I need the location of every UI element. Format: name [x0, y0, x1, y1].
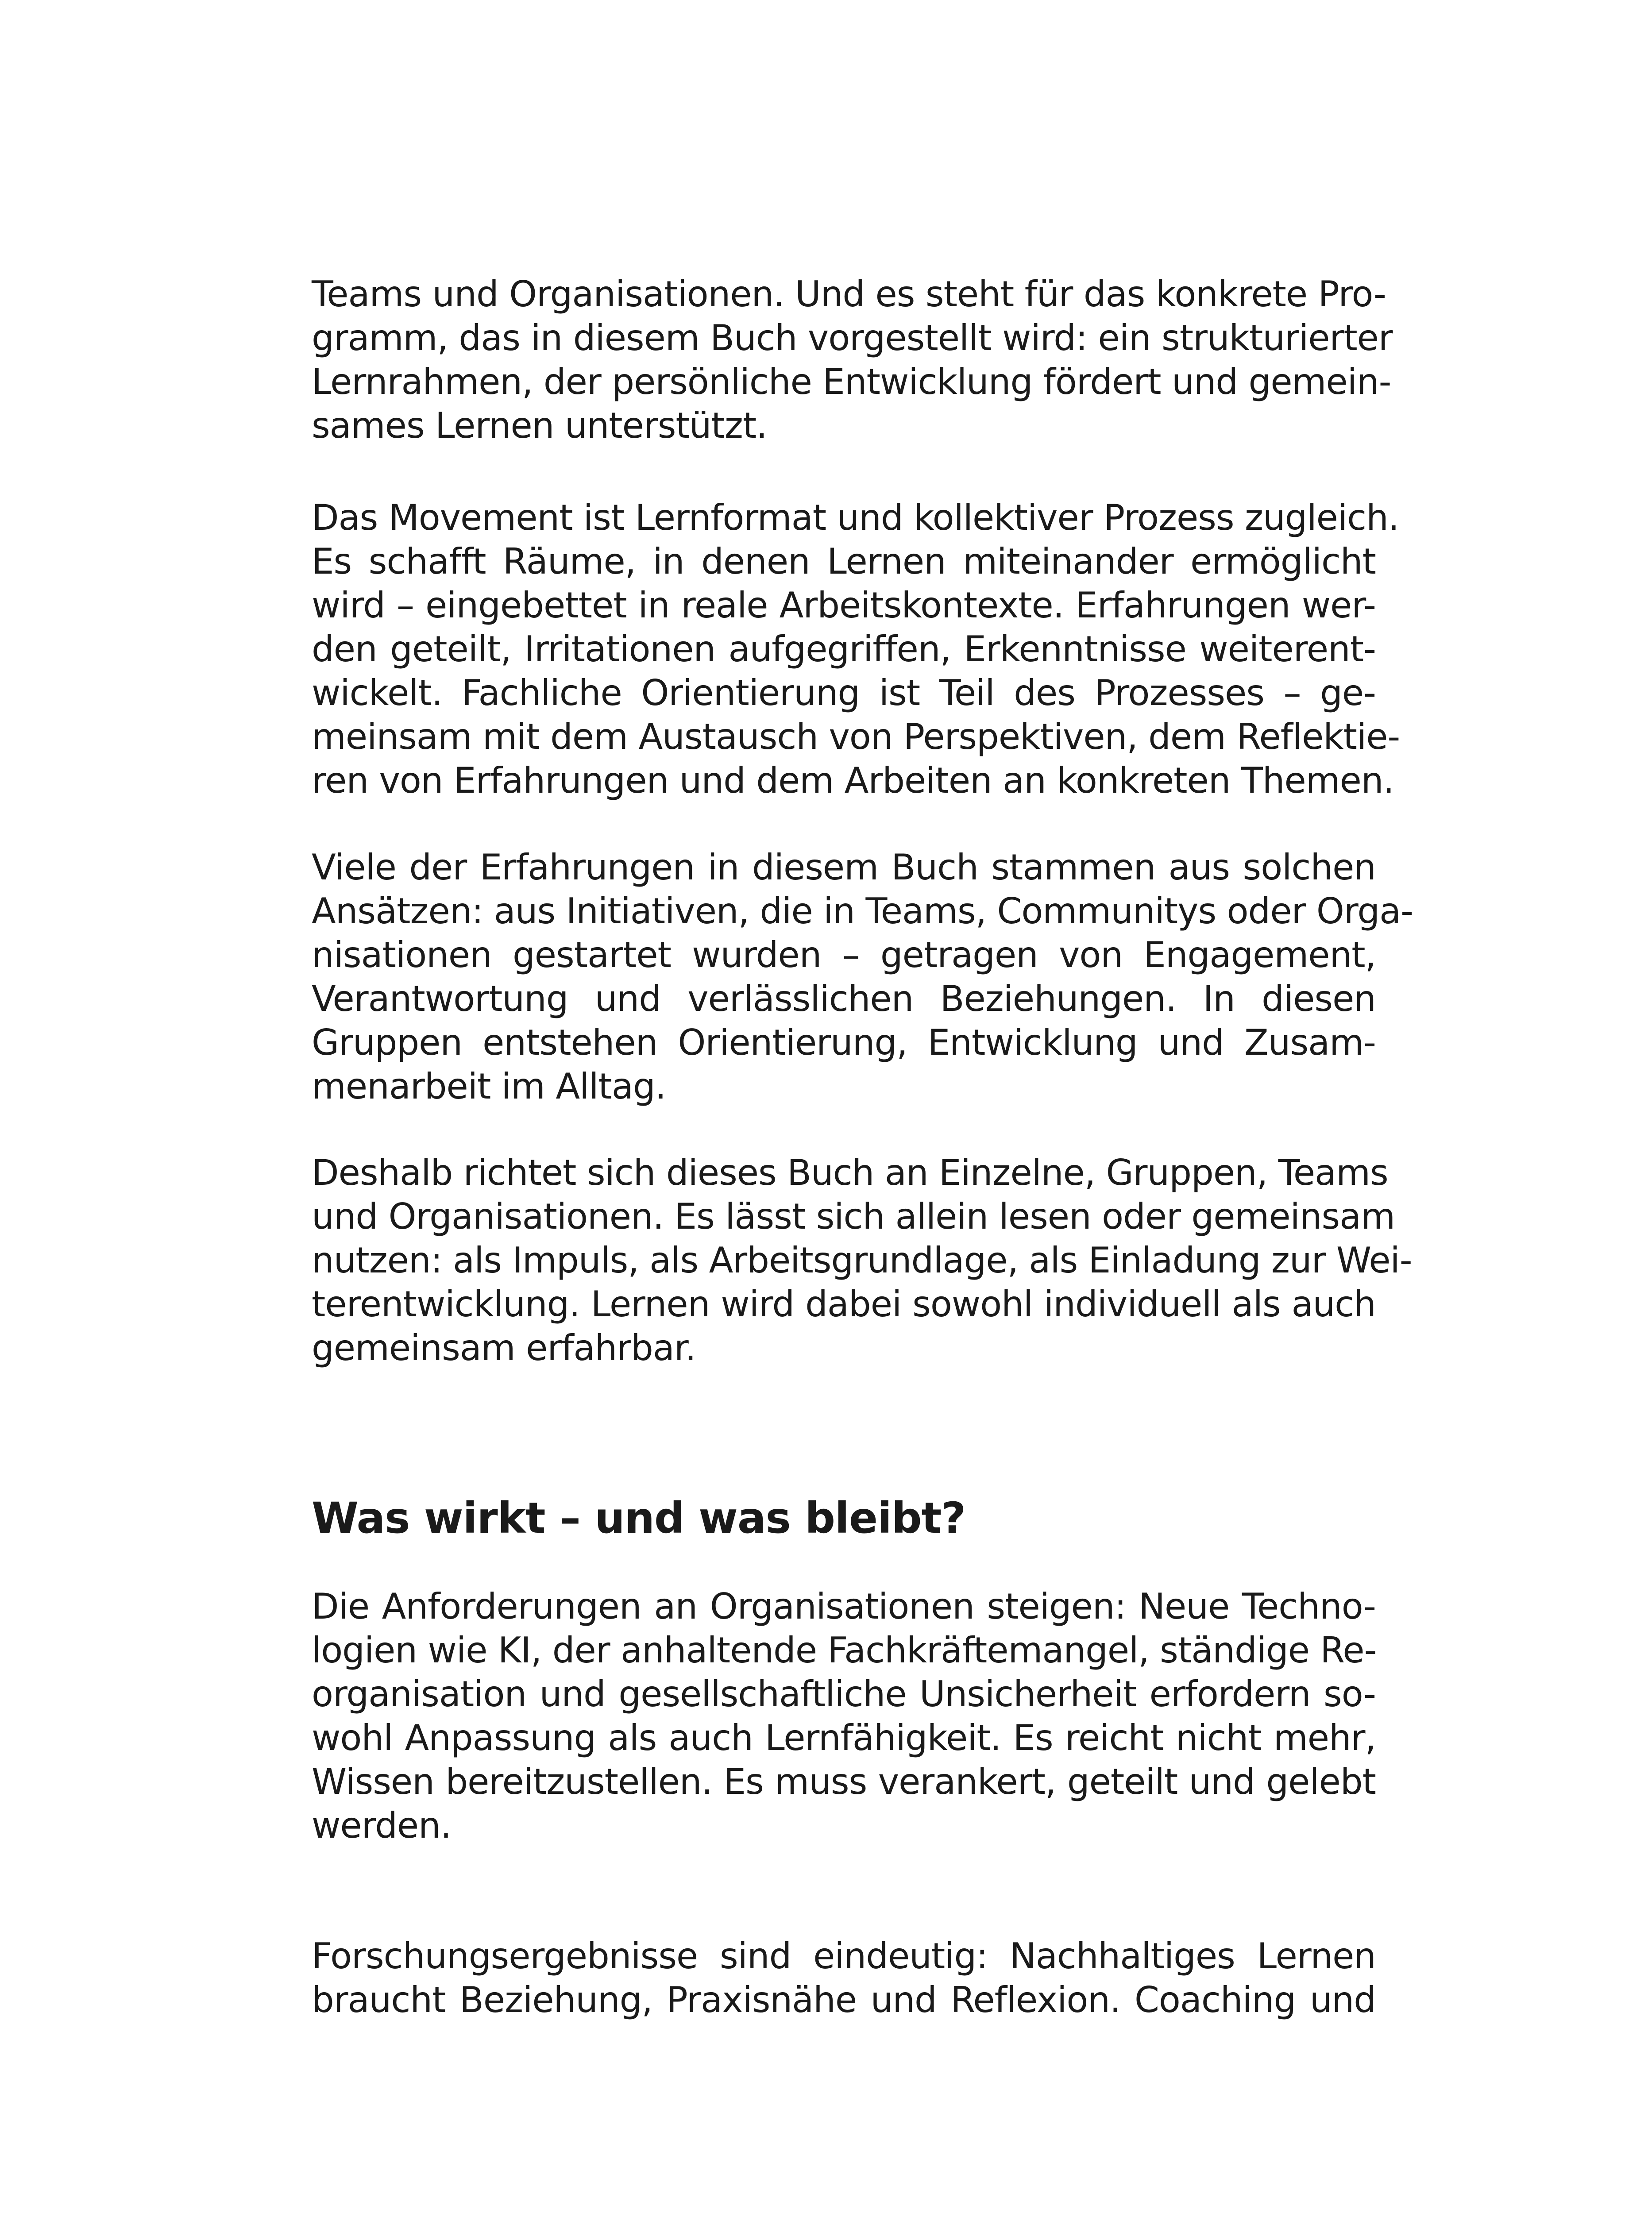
text-line: Lernrahmen, der persönliche Entwicklung fördert und gemein- [312, 361, 1391, 402]
text-line: meinsam mit dem Austausch von Perspektiven, dem Reflektie- [312, 716, 1400, 757]
text-line: den geteilt, Irritationen aufgegriffen, Erkenntnisse weiterent- [312, 628, 1376, 670]
text-line: werden. [312, 1805, 452, 1846]
text-line: wickelt. Fachliche Orientierung ist Teil des Prozesses – ge- [312, 672, 1376, 713]
text-line: organisation und gesellschaftliche Unsicherheit erfordern so- [312, 1673, 1376, 1715]
text-line: braucht Beziehung, Praxisnähe und Reflexion. Coaching und [312, 1979, 1376, 2020]
text-line: wohl Anpassung als auch Lernfähigkeit. Es reicht nicht mehr, [312, 1717, 1376, 1758]
text-line: Gruppen entstehen Orientierung, Entwicklung und Zusam- [312, 1022, 1376, 1063]
text-line: Deshalb richtet sich dieses Buch an Einzelne, Gruppen, Teams [312, 1152, 1388, 1193]
text-line: gramm, das in diesem Buch vorgestellt wird: ein strukturierter [312, 317, 1393, 359]
text-line: Forschungsergebnisse sind eindeutig: Nachhaltiges Lernen [312, 1935, 1376, 1977]
text-line: Ansätzen: aus Initiativen, die in Teams, Communitys oder Orga- [312, 891, 1413, 932]
text-line: Wissen bereitzustellen. Es muss verankert, geteilt und gelebt [312, 1761, 1376, 1802]
text-line: Teams und Organisationen. Und es steht für das konkrete Pro- [312, 274, 1386, 315]
paragraph-5 [312, 1585, 1376, 1847]
text-line: Viele der Erfahrungen in diesem Buch stammen aus solchen [312, 847, 1376, 888]
section-heading: Was wirkt – und was bleibt? [312, 1493, 966, 1543]
text-line: ren von Erfahrungen und dem Arbeiten an konkreten Themen. [312, 760, 1394, 801]
paragraph-4 [312, 1151, 1412, 1370]
text-line: menarbeit im Alltag. [312, 1066, 666, 1107]
text-line: terentwicklung. Lernen wird dabei sowohl individuell als auch [312, 1284, 1376, 1325]
text-line: Das Movement ist Lernformat und kollektiver Prozess zugleich. [312, 497, 1399, 538]
text-line: wird – eingebettet in reale Arbeitskontexte. Erfahrungen wer- [312, 585, 1376, 626]
paragraph-1 [312, 272, 1393, 447]
paragraph-3 [312, 845, 1413, 1108]
text-line: Die Anforderungen an Organisationen steigen: Neue Techno- [312, 1586, 1376, 1627]
text-line: sames Lernen unterstützt. [312, 405, 767, 446]
text-line: gemeinsam erfahrbar. [312, 1327, 696, 1369]
text-line: Es schafft Räume, in denen Lernen miteinander ermöglicht [312, 541, 1376, 582]
text-line: logien wie KI, der anhaltende Fachkräftemangel, ständige Re- [312, 1630, 1377, 1671]
text-line: nutzen: als Impuls, als Arbeitsgrundlage, als Einladung zur Wei- [312, 1240, 1412, 1281]
text-line: und Organisationen. Es lässt sich allein lesen oder gemeinsam [312, 1196, 1395, 1237]
paragraph-6 [312, 1934, 1376, 2022]
text-line: Verantwortung und verlässlichen Beziehungen. In diesen [312, 978, 1376, 1019]
paragraph-2 [312, 496, 1400, 802]
text-line: nisationen gestartet wurden – getragen von Engagement, [312, 934, 1376, 975]
